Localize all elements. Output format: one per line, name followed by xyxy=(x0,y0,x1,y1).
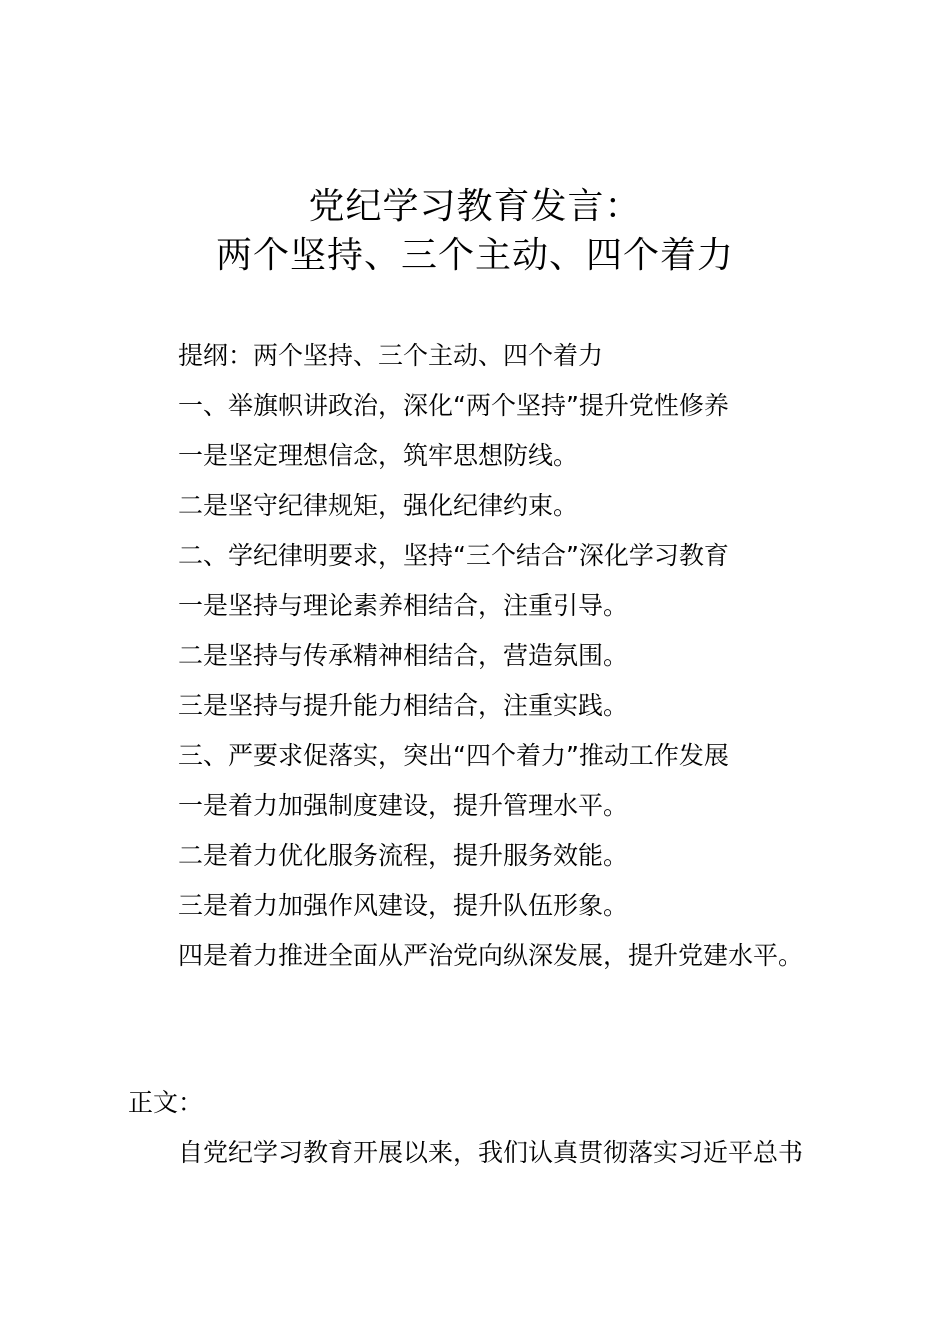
outline-item: 一是着力加强制度建设，提升管理水平。 xyxy=(178,791,629,820)
outline-item: 三是着力加强作风建设，提升队伍形象。 xyxy=(178,891,629,920)
outline-item: 三是坚持与提升能力相结合，注重实践。 xyxy=(178,691,629,720)
outline-item: 一是坚定理想信念，筑牢思想防线。 xyxy=(178,441,579,470)
outline-section-2-heading: 二、学纪律明要求，坚持“三个结合”深化学习教育 xyxy=(178,541,729,570)
outline-item: 二是坚持与传承精神相结合，营造氛围。 xyxy=(178,641,629,670)
body-paragraph: 自党纪学习教育开展以来，我们认真贯彻落实习近平总书 xyxy=(178,1138,804,1167)
outline-heading: 提纲：两个坚持、三个主动、四个着力 xyxy=(178,341,604,370)
document-title-line-2: 两个坚持、三个主动、四个着力 xyxy=(215,235,734,276)
outline-item: 一是坚持与理论素养相结合，注重引导。 xyxy=(178,591,629,620)
document-title-line-1: 党纪学习教育发言： xyxy=(308,186,642,227)
outline-section xyxy=(178,331,918,981)
outline-item: 四是着力推进全面从严治党向纵深发展，提升党建水平。 xyxy=(178,941,804,970)
outline-item: 二是坚守纪律规矩，强化纪律约束。 xyxy=(178,491,579,520)
outline-item: 二是着力优化服务流程，提升服务效能。 xyxy=(178,841,629,870)
body-label: 正文： xyxy=(128,1088,204,1117)
outline-section-3-heading: 三、严要求促落实，突出“四个着力”推动工作发展 xyxy=(178,741,729,770)
outline-section-1-heading: 一、举旗帜讲政治，深化“两个坚持”提升党性修养 xyxy=(178,391,729,420)
